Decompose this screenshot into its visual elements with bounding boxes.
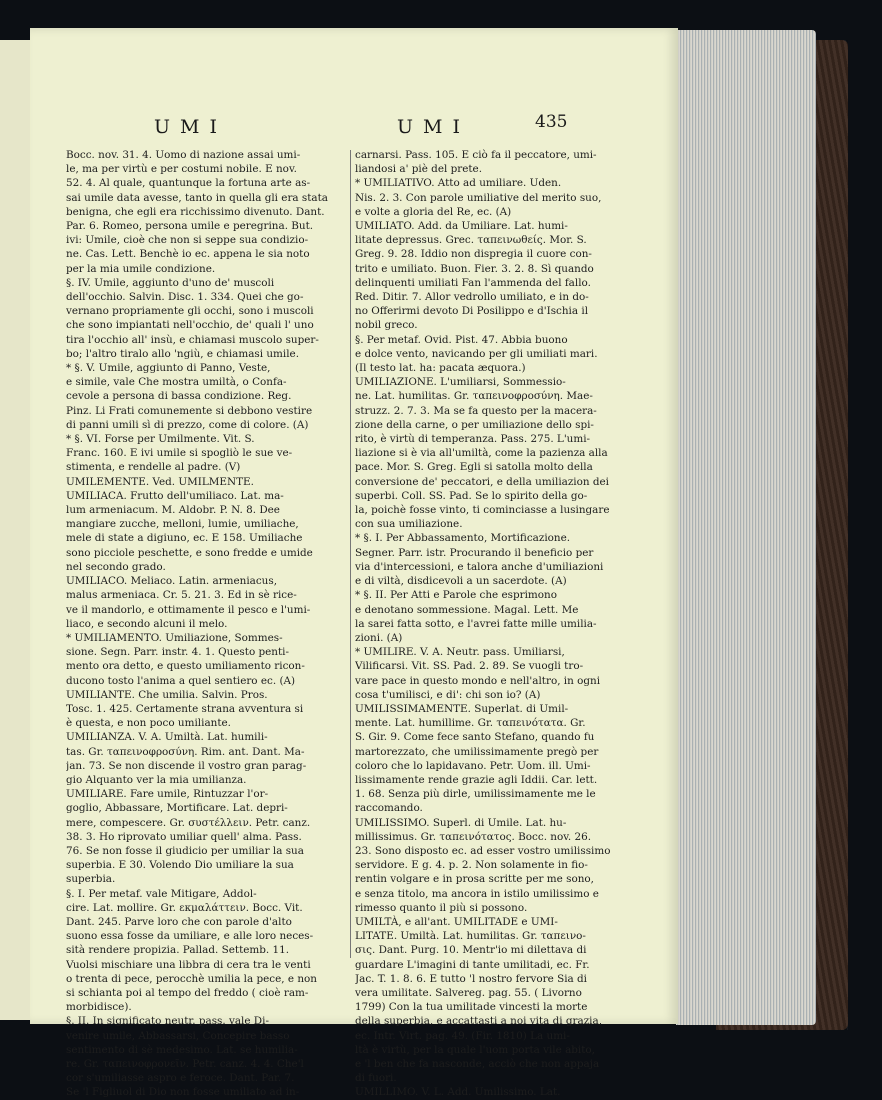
- text-line: stimenta, e rendelle al padre. (V): [66, 461, 241, 474]
- text-line: sono picciole peschette, e sono fredde e umide: [66, 546, 313, 559]
- text-line: LITATE. Umiltà. Lat. humilitas. Gr. ταπεινο-: [355, 930, 586, 943]
- text-line: la, poichè fosse vinto, ti cominciasse a lusingare: [355, 504, 610, 517]
- book-page: [30, 28, 678, 1099]
- text-line: di fuori.: [355, 1072, 397, 1085]
- text-line: * UMILIAMENTO. Umiliazione, Sommes-: [66, 631, 283, 644]
- text-line: UMILLIMO. V. L. Add. Umilissimo. Lat.: [355, 1086, 561, 1099]
- text-line: si schianta poi al tempo del freddo ( cioè ram-: [66, 986, 309, 999]
- text-line: §. IV. Umile, aggiunto d'uno de' muscoli: [66, 276, 275, 289]
- text-line: liazione si è via all'umiltà, come la pazienza alla: [355, 447, 608, 460]
- text-line: della superbia, e accattasti a noi vita di grazia,: [355, 1015, 602, 1028]
- text-line: Nis. 2. 3. Con parole umiliative del merito suo,: [355, 191, 602, 204]
- text-line: gio Alquanto ver la mia umilianza.: [66, 773, 247, 786]
- text-line: * §. VI. Forse per Umilmente. Vit. S.: [66, 433, 255, 446]
- text-line: * UMILIATIVO. Atto ad umiliare. Uden.: [355, 177, 562, 190]
- text-line: sità rendere propizia. Pallad. Settemb. 11.: [66, 944, 290, 957]
- text-line: e senza titolo, ma ancora in istilo umilissimo e: [355, 887, 599, 900]
- text-line: 52. 4. Al quale, quantunque la fortuna arte as-: [66, 177, 311, 190]
- text-line: UMILEMENTE. Ved. UMILMENTE.: [66, 475, 254, 488]
- text-line: mangiare zucche, melloni, lumie, umiliache,: [66, 518, 299, 531]
- text-line: * §. V. Umile, aggiunto di Panno, Veste,: [66, 362, 271, 375]
- text-line: struzz. 2. 7. 3. Ma se fa questo per la macera-: [355, 404, 597, 417]
- text-line: mele di state a digiuno, ec. E 158. Umiliache: [66, 532, 303, 545]
- text-line: la sarei fatta sotto, e l'avrei fatte mille umilia-: [355, 617, 597, 630]
- text-line: 23. Sono disposto ec. ad esser vostro umilissimo: [355, 844, 611, 857]
- text-line: e volte a gloria del Re, ec. (A): [355, 205, 512, 218]
- text-line: superbi. Coll. SS. Pad. Se lo spirito della go-: [355, 489, 588, 502]
- text-line: §. II. In significato neutr. pass. vale Di-: [66, 1015, 269, 1028]
- text-line: UMILIACO. Meliaco. Latin. armeniacus,: [66, 575, 278, 588]
- text-line: sentimento di sè medesimo. Lat. se humilia-: [66, 1043, 298, 1056]
- text-line: Se 'l Figliuol di Dio non fosse umiliato ad in-: [66, 1086, 300, 1099]
- text-line: Dant. 245. Parve loro che con parole d'alto: [66, 915, 292, 928]
- text-line: e denotano sommessione. Magal. Lett. Me: [355, 603, 579, 616]
- text-line: * §. II. Per Atti e Parole che esprimono: [355, 589, 557, 602]
- text-line: Vilificarsi. Vit. SS. Pad. 2. 89. Se vuogli tro-: [355, 660, 584, 673]
- text-line: mente. Lat. humillime. Gr. ταπεινότατα. Gr.: [355, 717, 586, 730]
- text-line: e di viltà, disdicevoli a un sacerdote. (A): [355, 575, 567, 588]
- text-line: zioni. (A): [355, 631, 403, 644]
- text-line: 76. Se non fosse il giudicio per umiliar la sua: [66, 844, 304, 857]
- text-line: Franc. 160. E ivi umile si spogliò le sue ve-: [66, 447, 293, 460]
- text-line: 1799) Con la tua umilitade vincesti la morte: [355, 1001, 588, 1014]
- text-line: litate depressus. Grec. ταπεινωθείς. Mor. S.: [355, 234, 587, 247]
- text-line: superbia. E 30. Volendo Dio umiliare la sua: [66, 859, 294, 872]
- text-line: UMILIATO. Add. da Umiliare. Lat. humi-: [355, 220, 568, 233]
- text-line: goglio, Abbassare, Mortificare. Lat. depri-: [66, 802, 288, 815]
- text-line: UMILIARE. Fare umile, Rintuzzar l'or-: [66, 788, 269, 801]
- text-line: con sua umiliazione.: [355, 518, 463, 531]
- text-line: millissimus. Gr. ταπεινότατος. Bocc. nov. 26.: [355, 830, 592, 843]
- text-line: ltà è virtù, per la quale l'uom porta vile abito,: [355, 1043, 595, 1056]
- text-line: trito e umiliato. Buon. Fier. 3. 2. 8. Sì quando: [355, 262, 594, 275]
- right-running-head: U M I: [397, 116, 463, 138]
- text-line: Red. Ditir. 7. Allor vedrollo umiliato, e in do-: [355, 291, 589, 304]
- text-line: mere, compescere. Gr. συστέλλειν. Petr. canz.: [66, 816, 311, 829]
- text-line: via d'intercessioni, e talora anche d'umiliazioni: [355, 560, 604, 573]
- text-line: zione della carne, o per umiliazione dello spi-: [355, 418, 594, 431]
- column-divider: [350, 150, 351, 958]
- left-running-head: U M I: [154, 116, 220, 138]
- text-line: UMILISSIMAMENTE. Superlat. di Umil-: [355, 702, 569, 715]
- text-line: jan. 73. Se non discende il vostro gran parag-: [66, 759, 307, 772]
- text-line: nobil greco.: [355, 319, 418, 332]
- text-line: dell'occhio. Salvin. Disc. 1. 334. Quei che go-: [66, 291, 304, 304]
- text-line: raccomando.: [355, 802, 423, 815]
- text-line: per la mia umile condizione.: [66, 262, 216, 275]
- text-line: lissimamente rende grazie agli Iddii. Car. lett.: [355, 773, 598, 786]
- text-line: tas. Gr. ταπεινοφροσύνη. Rim. ant. Dant. Ma-: [66, 745, 305, 758]
- text-line: cor s'umiliasse aspro e feroce. Dant. Par. 7.: [66, 1072, 295, 1085]
- text-line: carnarsi. Pass. 105. E ciò fa il peccatore, umi-: [355, 149, 597, 161]
- text-line: e dolce vento, navicando per gli umiliati mari.: [355, 347, 598, 360]
- text-line: UMILIANZA. V. A. Umiltà. Lat. humili-: [66, 731, 268, 744]
- text-line: liaco, e secondo alcuni il melo.: [66, 617, 228, 630]
- text-line: martorezzato, che umilissimamente pregò per: [355, 745, 599, 758]
- text-line: cire. Lat. mollire. Gr. εκμαλάττειν. Bocc. Vit.: [66, 901, 303, 914]
- text-line: lum armeniacum. M. Aldobr. P. N. 8. Dee: [66, 504, 280, 517]
- page-edges: [676, 30, 816, 1025]
- text-line: vera umilitate. Salvereg. pag. 55. ( Livorno: [355, 986, 582, 999]
- text-line: mento ora detto, e questo umiliamento ricon-: [66, 660, 305, 673]
- text-line: ivi: Umile, cioè che non si seppe sua condizio-: [66, 234, 309, 247]
- text-line: che sono impiantati nell'occhio, de' quali l' uno: [66, 319, 314, 332]
- text-line: rito, è virtù di temperanza. Pass. 275. L'umi-: [355, 433, 591, 446]
- text-line: nel secondo grado.: [66, 560, 166, 573]
- facing-page-edge: [0, 40, 31, 1020]
- text-line: morbidisce).: [66, 1001, 132, 1014]
- text-line: UMILTÀ, e all'ant. UMILITADE e UMI-: [355, 915, 558, 928]
- text-line: superbia.: [66, 873, 116, 886]
- text-line: Segner. Parr. istr. Procurando il beneficio per: [355, 546, 594, 559]
- text-line: Bocc. nov. 31. 4. Uomo di nazione assai umi-: [66, 149, 301, 161]
- text-line: malus armeniaca. Cr. 5. 21. 3. Ed in sè rice-: [66, 589, 297, 602]
- text-line: ve il mandorlo, e ottimamente il pesco e l'umi-: [66, 603, 311, 616]
- text-line: le, ma per virtù e per costumi nobile. E nov.: [66, 163, 297, 176]
- text-line: tira l'occhio all' insù, e chiamasi muscolo super-: [66, 333, 319, 346]
- text-line: di panni umili sì di prezzo, come di colore. (A): [66, 418, 309, 431]
- page-number: 435: [535, 112, 568, 132]
- text-line: ec. Intr. Virt. pag. 49. (Fir. 1810) La umi-: [355, 1029, 570, 1042]
- text-line: Par. 6. Romeo, persona umile e peregrina. But.: [66, 220, 314, 233]
- text-line: no Offerirmi devoto Di Posilippo e d'Ischia il: [355, 305, 589, 318]
- text-line: servidore. E g. 4. p. 2. Non solamente in fio-: [355, 859, 588, 872]
- text-line: suono essa fosse da umiliare, e alle loro neces-: [66, 930, 314, 943]
- text-line: e 'l ben che fa nasconde, acciò che non appaja: [355, 1058, 600, 1070]
- left-column: [66, 148, 348, 1100]
- text-line: ne. Lat. humilitas. Gr. ταπεινοφροσύνη. Mae-: [355, 390, 593, 403]
- text-line: benigna, che egli era ricchissimo divenuto. Dant.: [66, 205, 325, 218]
- text-line: Jac. T. 1. 8. 6. E tutto 'l nostro fervore Sia di: [355, 972, 587, 985]
- text-line: §. Per metaf. Ovid. Pist. 47. Abbia buono: [355, 333, 568, 346]
- text-line: bo; l'altro tiralo allo 'ngiù, e chiamasi umile.: [66, 347, 300, 360]
- text-line: Vuolsi mischiare una libbra di cera tra le venti: [66, 958, 311, 971]
- text-line: rentin volgare e in prosa scritte per me sono,: [355, 873, 594, 886]
- text-line: venire umile, Abbassarsi, Concepire basso: [66, 1029, 290, 1042]
- text-line: Greg. 9. 28. Iddio non dispregia il cuore con-: [355, 248, 592, 261]
- right-column: [355, 148, 635, 1100]
- text-line: sione. Segn. Parr. instr. 4. 1. Questo penti-: [66, 646, 290, 659]
- text-line: S. Gir. 9. Come fece santo Stefano, quando fu: [355, 731, 595, 744]
- text-line: e simile, vale Che mostra umiltà, o Confa-: [66, 376, 287, 389]
- text-line: cosa t'umilisci, e di': chi son io? (A): [355, 688, 541, 701]
- text-line: sai umile data avesse, tanto in quella gli era stata: [66, 191, 328, 204]
- text-line: 1. 68. Senza più dirle, umilissimamente me le: [355, 788, 596, 801]
- text-line: o trenta di pece, perocchè umilia la pece, e non: [66, 972, 317, 985]
- text-line: re. Gr. ταπεινοφρονεῖν. Petr. canz. 4. 4. Che'l: [66, 1058, 304, 1070]
- text-line: (Il testo lat. ha: pacata æquora.): [355, 362, 526, 375]
- text-line: σις. Dant. Purg. 10. Mentr'io mi dilettava di: [355, 944, 587, 957]
- text-line: §. I. Per metaf. vale Mitigare, Addol-: [66, 887, 257, 900]
- text-line: guardare L'imagini di tante umilitadi, ec. Fr.: [355, 958, 590, 971]
- text-line: conversione de' peccatori, e della umiliazion dei: [355, 475, 610, 488]
- text-line: * UMILIRE. V. A. Neutr. pass. Umiliarsi,: [355, 646, 565, 659]
- text-line: vernano propriamente gli occhi, sono i muscoli: [66, 305, 314, 318]
- text-line: Pinz. Li Frati comunemente si debbono vestire: [66, 404, 313, 417]
- text-line: vare pace in questo mondo e nell'altro, in ogni: [355, 674, 601, 687]
- text-line: 38. 3. Ho riprovato umiliar quell' alma. Pass.: [66, 830, 302, 843]
- text-line: cevole a persona di bassa condizione. Reg.: [66, 390, 292, 403]
- text-line: UMILIANTE. Che umilia. Salvin. Pros.: [66, 688, 268, 701]
- text-line: è questa, e non poco umiliante.: [66, 717, 231, 730]
- text-line: coloro che lo lapidavano. Petr. Uom. ill. Umi-: [355, 759, 591, 772]
- text-line: UMILIAZIONE. L'umiliarsi, Sommessio-: [355, 376, 566, 389]
- text-line: ne. Cas. Lett. Benchè io ec. appena le sia noto: [66, 248, 310, 261]
- text-line: Tosc. 1. 425. Certamente strana avventura si: [66, 702, 304, 715]
- text-line: UMILIACA. Frutto dell'umiliaco. Lat. ma-: [66, 489, 284, 502]
- text-line: * §. I. Per Abbassamento, Mortificazione.: [355, 532, 571, 545]
- text-line: delinquenti umiliati Fan l'ammenda del fallo.: [355, 276, 591, 289]
- text-line: ducono tosto l'anima a quel sentiero ec. (A): [66, 674, 296, 687]
- text-line: UMILISSIMO. Superl. di Umile. Lat. hu-: [355, 816, 567, 829]
- text-line: pace. Mor. S. Greg. Egli si satolla molto della: [355, 461, 593, 474]
- text-line: liandosi a' piè del prete.: [355, 163, 483, 176]
- text-line: rimesso quanto il più si possono.: [355, 901, 528, 914]
